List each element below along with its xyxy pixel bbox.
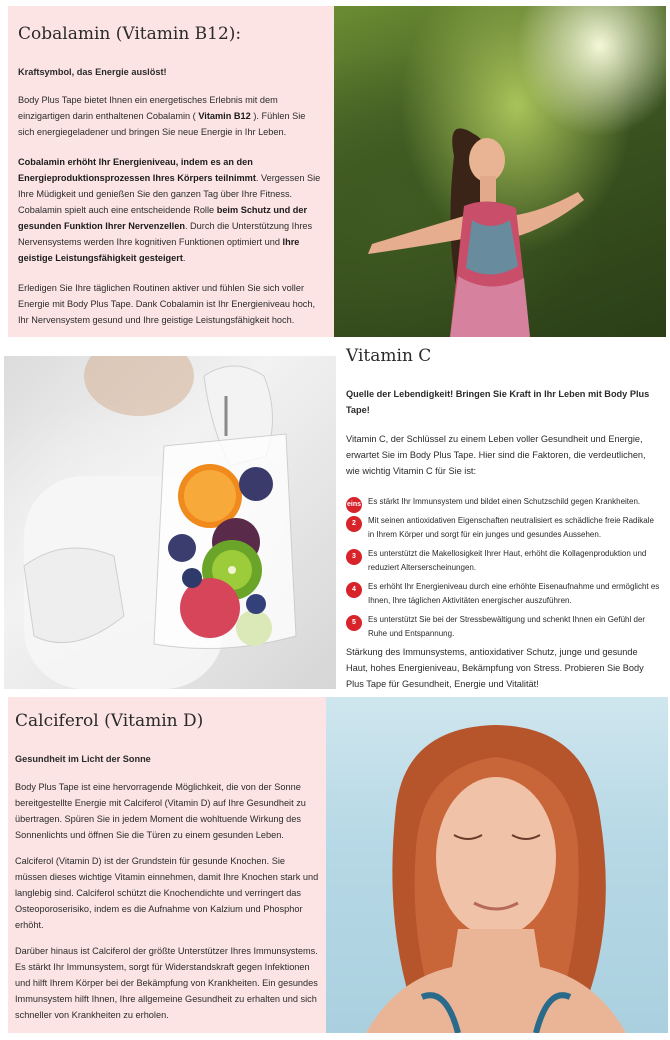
list-item: 5 Es unterstützt Sie bei der Stressbewältigung und schenkt Ihnen ein Gefühl der Ruhe und Entspannung. xyxy=(346,613,660,641)
b12-paragraph-3: Erledigen Sie Ihre täglichen Routinen aktiver und fühlen Sie sich voller Energie mit Body Plus Tape. Dank Cobalamin ist Ihr Energieniveau hoch, Ihr Nervensystem gesund und Ihre geistige Leistungsfähigkeit hoch. xyxy=(18,283,316,325)
vitamin-d-subtitle: Gesundheit im Licht der Sonne xyxy=(15,754,151,764)
vitamin-c-subtitle: Quelle der Lebendigkeit! Bringen Sie Kraft in Ihr Leben mit Body Plus Tape! xyxy=(346,389,650,415)
list-number-badge: eins xyxy=(346,497,362,513)
woman-sun-face-photo xyxy=(326,697,668,1033)
vitamin-d-title: Calciferol (Vitamin D) xyxy=(15,711,204,731)
list-item: eins Es stärkt Ihr Immunsystem und bildet einen Schutzschild gegen Krankheiten. xyxy=(346,495,660,509)
vitamin-c-text-panel xyxy=(346,344,660,694)
list-item: 2 Mit seinen antioxidativen Eigenschaften neutralisiert es schädliche freie Radikale in Ihrem Körper und sorgt für ein junges und gesundes Aussehen. xyxy=(346,514,660,542)
list-item: 3 Es unterstützt die Makellosigkeit Ihrer Haut, erhöht die Kollagenproduktion und reduziert Alterserscheinungen. xyxy=(346,547,660,575)
vitamin-c-title: Vitamin C xyxy=(346,346,432,366)
vitamin-d-paragraph-2: Calciferol (Vitamin D) ist der Grundstein für gesunde Knochen. Sie müssen dieses wichtige Vitamin einnehmen, damit Ihre Knochen stark und langlebig sind. Calciferol schützt die Knochendichte und verringert das Osteoporoserisiko, indem es die Aufnahme von Kalzium und Phosphor erhöht. xyxy=(15,856,319,930)
list-number-badge: 3 xyxy=(346,549,362,565)
vitamin-c-outro: Stärkung des Immunsystems, antioxidativer Schutz, junge und gesunde Haut, hohes Energieniveau, Bekämpfung von Stress. Probieren Sie Body Plus Tape für Gesundheit, Energie und Vitalität! xyxy=(346,647,644,689)
list-number-badge: 5 xyxy=(346,615,362,631)
list-number-badge: 2 xyxy=(346,516,362,532)
b12-title: Cobalamin (Vitamin B12): xyxy=(18,24,242,44)
vitamin-d-paragraph-1: Body Plus Tape ist eine hervorragende Möglichkeit, die von der Sonne bereitgestellte Energie mit Calciferol (Vitamin D) auf Ihre Gesundheit zu übertragen. Spüren Sie in jedem Moment die wohltuende Wirkung des Sonnenlichts und öffnen Sie die Türen zu einem gesunden Leben. xyxy=(15,782,306,840)
vitamin-c-intro: Vitamin C, der Schlüssel zu einem Leben voller Gesundheit und Energie, erwartet Sie im Body Plus Tape. Hier sind die Faktoren, die verdeutlichen, wie wichtig Vitamin C für Sie ist: xyxy=(346,434,646,476)
vitamin-d-text-panel xyxy=(8,697,326,1033)
woman-arms-open-forest-photo xyxy=(334,6,666,337)
b12-subtitle: Kraftsymbol, das Energie auslöst! xyxy=(18,67,167,77)
list-number-badge: 4 xyxy=(346,582,362,598)
vitamin-d-paragraph-3: Darüber hinaus ist Calciferol der größte Unterstützer Ihres Immunsystems. Es stärkt Ihr Immunsystem, sorgt für Widerstandskraft gegen Infektionen und hilft Ihrem Körper bei der Bekämpfung von Krankheiten. Ein gesundes Immunsystem hilft Ihnen, Ihre allgemeine Gesundheit zu erhalten und sich schneller von Krankheiten zu erholen. xyxy=(15,946,318,1020)
fruit-iv-bag-photo xyxy=(4,356,336,689)
b12-text-panel xyxy=(8,6,334,337)
b12-paragraph-1: Body Plus Tape bietet Ihnen ein energetisches Erlebnis mit dem einzigartigen darin enthaltenen Cobalamin ( Vitamin B12 ). Fühlen Sie sich energiegeladener und bringen Sie neue Energie in Ihr Leben. xyxy=(18,95,306,137)
vitamin-c-benefits-list xyxy=(346,495,660,641)
b12-paragraph-2: Cobalamin erhöht Ihr Energieniveau, indem es an den Energieproduktionsprozessen Ihres Körpers teilnimmt. Vergessen Sie Ihre Müdigkeit und genießen Sie den ganzen Tag über Ihre Fitness. Cobalamin spielt auch eine entscheidende Rolle beim Schutz und der gesunden Funktion Ihrer Nervenzellen. Durch die Unterstützung Ihres Nervensystems werden Ihre kognitiven Funktionen optimiert und Ihre geistige Leistungsfähigkeit gesteigert. xyxy=(18,157,321,263)
list-item: 4 Es erhöht Ihr Energieniveau durch eine erhöhte Eisenaufnahme und ermöglicht es Ihnen, Ihre täglichen Aktivitäten energischer auszuführen. xyxy=(346,580,660,608)
